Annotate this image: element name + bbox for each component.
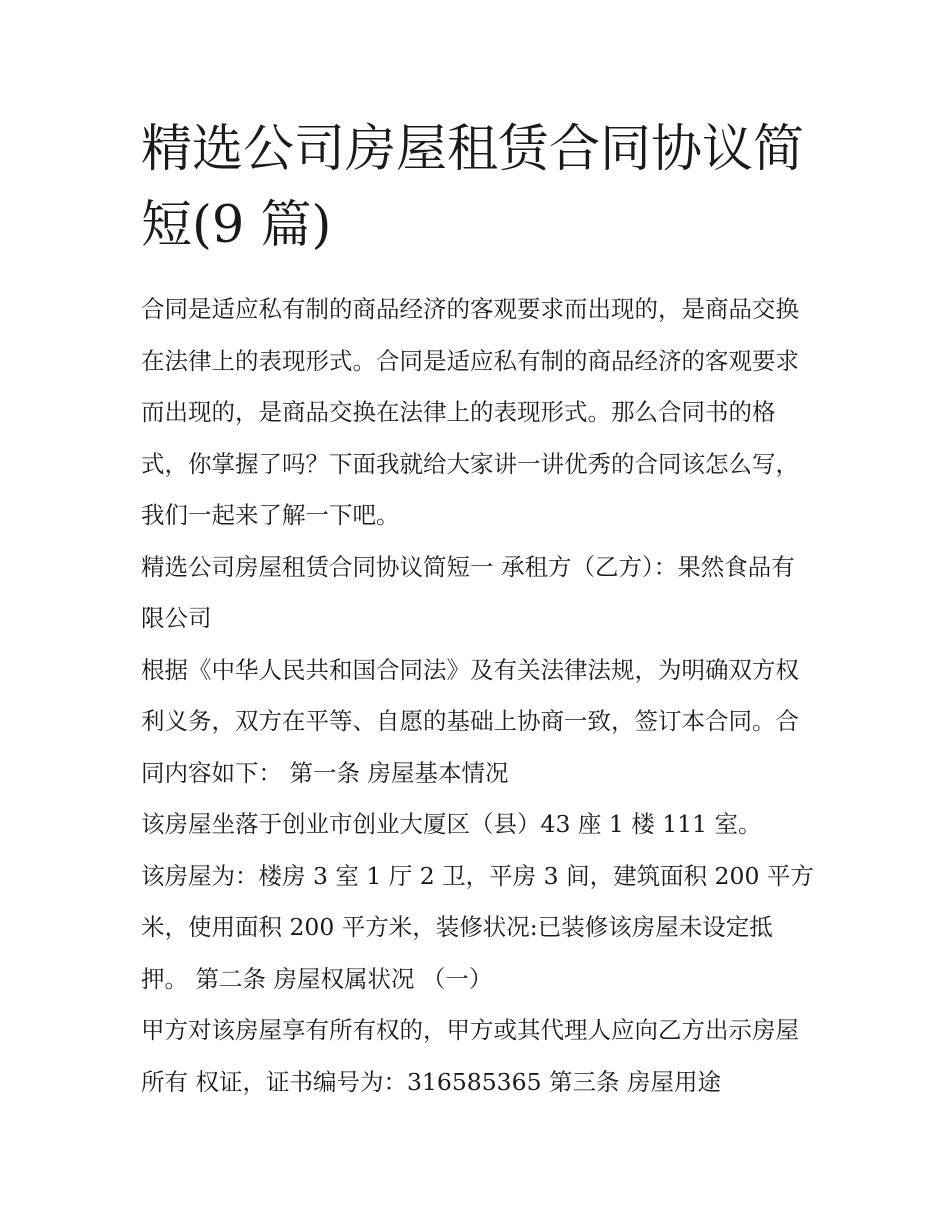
document-body <box>141 284 817 1108</box>
paragraph-location: 该房屋坐落于创业市创业大厦区（县）43 座 1 楼 111 室。 <box>141 810 762 838</box>
paragraph-ownership: 甲方对该房屋享有所有权的，甲方或其代理人应向乙方出示房屋所有 权证，证书编号为：316585365 第三条 房屋用途 <box>141 1016 799 1096</box>
paragraph-house-details: 该房屋为：楼房 3 室 1 厅 2 卫，平房 3 间，建筑面积 200 平方米，使用面积 200 平方米，装修状况:已装修该房屋未设定抵押。 第二条 房屋权属状况 （一） <box>141 861 814 993</box>
paragraph-intro: 合同是适应私有制的商品经济的客观要求而出现的，是商品交换在法律上的表现形式。合同是适应私有制的商品经济的客观要求而出现的，是商品交换在法律上的表现形式。那么合同书的格式，你掌握了吗？下面我就给大家讲一讲优秀的合同该怎么写，我们一起来了解一下吧。 <box>141 295 799 529</box>
paragraph-lessee: 精选公司房屋租赁合同协议简短一 承租方（乙方）：果然食品有限公司 <box>141 552 795 632</box>
document-content <box>141 112 817 1108</box>
paragraph-legal-basis: 根据《中华人民共和国合同法》及有关法律法规，为明确双方权利义务，双方在平等、自愿的基础上协商一致，签订本合同。合同内容如下： 第一条 房屋基本情况 <box>141 655 799 787</box>
document-title: 精选公司房屋租赁合同协议简短(9 篇) <box>141 120 805 255</box>
